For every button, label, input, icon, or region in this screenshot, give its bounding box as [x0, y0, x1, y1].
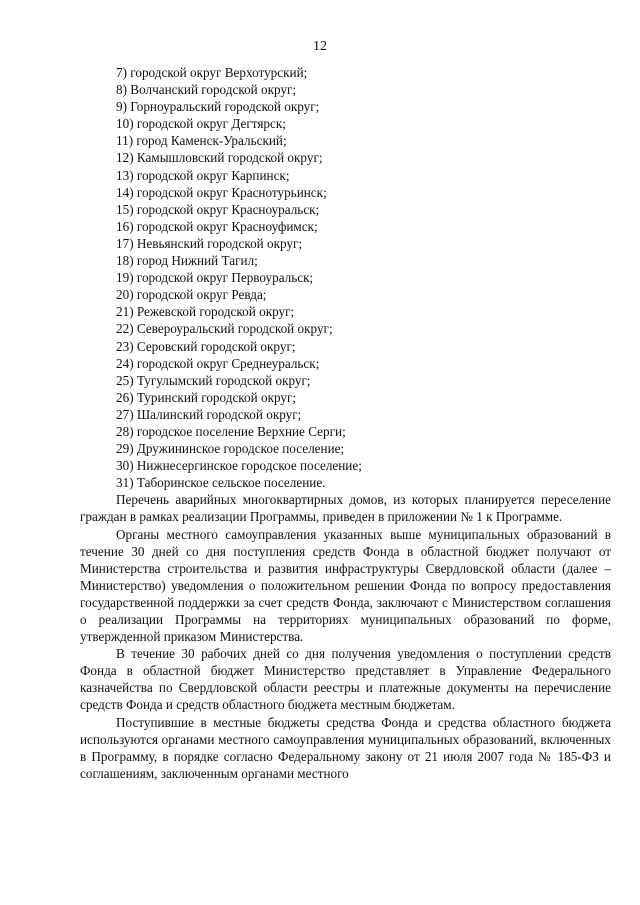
list-item: 25) Тугулымский городской округ;: [116, 372, 311, 388]
list-item: 16) городской округ Красноуфимск;: [116, 218, 318, 234]
list-item: 23) Серовский городской округ;: [116, 338, 296, 354]
list-item: 18) город Нижний Тагил;: [116, 253, 258, 269]
list-item: 19) городской округ Первоуральск;: [116, 270, 314, 286]
list-item: 10) городской округ Дегтярск;: [116, 116, 286, 132]
list-item: 27) Шалинский городской округ;: [116, 406, 302, 422]
list-item: 7) городской округ Верхотурский;: [116, 65, 308, 80]
list-item: 21) Режевской городской округ;: [116, 304, 295, 320]
list-item: 20) городской округ Ревда;: [116, 287, 267, 303]
paragraph-emergency-houses: Перечень аварийных многоквартирных домов, из которых планируется переселение граждан в рамках реализации Программы, приведен в приложении № 1 к Программе.: [80, 492, 611, 525]
list-item: 13) городской округ Карпинск;: [116, 167, 290, 183]
list-item: 17) Невьянский городской округ;: [116, 235, 303, 251]
list-item: 9) Горноуральский городской округ;: [116, 99, 320, 115]
page-number: 12: [313, 39, 327, 54]
paragraph-agreements: Органы местного самоуправления указанных выше муниципальных образований в течение 30 дней со дня поступления средств Фонда в областной бюджет получают от Министерства строительства и развития инфраструктуры Свердловской области (далее – Министерство) уведомления о положительном решении Фонда по вопросу предоставления государственной поддержки за счет средств Фонда, заключают с Министерством соглашения о реализации Программы на территориях муниципальных образований по форме, утвержденной приказом Министерства.: [80, 526, 611, 645]
paragraph-treasury-registers: В течение 30 рабочих дней со дня получения уведомления о поступлении средств Фонда в областной бюджет Министерство представляет в Управление Федерального казначейства по Свердловской области реестры и платежные документы на перечисление средств Фонда и средств областного бюджета местным бюджетам.: [80, 646, 611, 713]
document-body: [80, 64, 611, 782]
list-item: 29) Дружининское городское поселение;: [116, 441, 345, 457]
municipality-list: [80, 64, 611, 491]
list-item: 30) Нижнесергинское городское поселение;: [116, 458, 362, 474]
list-item: 15) городской округ Красноуральск;: [116, 201, 320, 217]
list-item: 8) Волчанский городской округ;: [116, 82, 297, 98]
list-item: 24) городской округ Среднеуральск;: [116, 355, 320, 371]
list-item: 28) городское поселение Верхние Серги;: [116, 423, 346, 439]
list-item: 31) Таборинское сельское поселение.: [116, 475, 326, 491]
paragraph-funds-usage: Поступившие в местные бюджеты средства Фонда и средства областного бюджета используются органами местного самоуправления муниципальных образований, включенных в Программу, в порядке согласно Федеральному закону от 21 июля 2007 года № 185-ФЗ и соглашениям, заключенным органами местного: [80, 714, 611, 781]
list-item: 12) Камышловский городской округ;: [116, 150, 323, 166]
list-item: 11) город Каменск-Уральский;: [116, 133, 287, 149]
list-item: 14) городской округ Краснотурьинск;: [116, 184, 327, 200]
list-item: 26) Туринский городской округ;: [116, 389, 297, 405]
list-item: 22) Североуральский городской округ;: [116, 321, 333, 337]
